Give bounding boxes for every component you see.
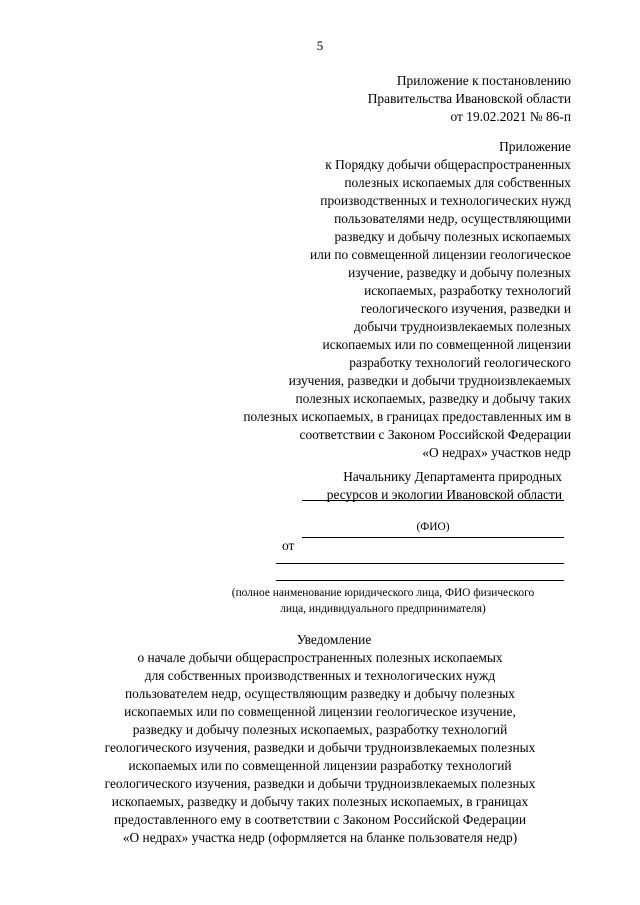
appendix-line: производственных и технологических нужд — [320, 193, 571, 208]
applicant-caption — [200, 585, 566, 617]
appendix-line: ископаемых или по совмещенной лицензии — [322, 337, 571, 352]
appendix-line: ископаемых, разработку технологий — [364, 283, 571, 298]
from-label: от — [282, 538, 295, 553]
notice-line: предоставленного ему в соответствии с Законом Российской Федерации — [114, 812, 526, 827]
notice-title: Уведомление — [296, 632, 372, 647]
applicant-fill-line — [276, 563, 564, 564]
approval-line: Приложение к постановлению — [396, 73, 571, 88]
appendix-line: разведку и добычу полезных ископаемых — [334, 229, 571, 244]
appendix-line: разработку технологий геологического — [349, 355, 571, 370]
fio-caption: (ФИО) — [416, 521, 450, 533]
notice-line: о начале добычи общераспространенных полезных ископаемых — [137, 650, 503, 665]
notice-line: ископаемых, разведку и добычу таких полезных ископаемых, в границах — [111, 794, 529, 809]
notice-line: геологического изучения, разведки и добычи трудноизвлекаемых полезных — [104, 740, 536, 755]
addressee-block — [327, 468, 562, 504]
applicant-caption-line: лица, индивидуального предпринимателя) — [280, 603, 486, 615]
fio-fill-line — [302, 500, 564, 501]
appendix-line: или по совмещенной лицензии геологическое — [309, 247, 571, 262]
applicant-caption-line: (полное наименование юридического лица, ФИО физического — [231, 587, 535, 599]
addressee-line: Начальнику Департамента природных — [343, 469, 562, 484]
appendix-line: пользователями недр, осуществляющими — [334, 211, 571, 226]
page-number: 5 — [316, 38, 324, 53]
appendix-line: добычи трудноизвлекаемых полезных — [353, 319, 571, 334]
notice-line: пользователем недр, осуществляющим разведку и добычу полезных — [124, 686, 515, 701]
notice-line: «О недрах» участка недр (оформляется на бланке пользователя недр) — [122, 830, 518, 845]
appendix-line: Приложение — [499, 139, 571, 154]
applicant-fill-line — [276, 580, 564, 581]
notice-line: ископаемых или по совмещенной лицензии геологическое изучение, — [124, 704, 516, 719]
from-fill-line — [302, 537, 564, 538]
approval-line: Правительства Ивановской области — [367, 91, 571, 106]
appendix-line: изучение, разведку и добычу полезных — [348, 265, 571, 280]
appendix-header — [243, 138, 571, 462]
notice-line: для собственных производственных и технологических нужд — [144, 668, 496, 683]
notice-line: разведку и добычу полезных ископаемых, разработку технологий — [132, 722, 508, 737]
appendix-line: геологического изучения, разведки и — [360, 301, 571, 316]
appendix-line: изучения, разведки и добычи трудноизвлекаемых — [288, 373, 571, 388]
notice-block — [0, 631, 640, 847]
appendix-line: соответствии с Законом Российской Федерации — [299, 427, 571, 442]
approval-stamp — [368, 72, 571, 126]
approval-line: от 19.02.2021 № 86-п — [450, 109, 571, 124]
notice-line: ископаемых или по совмещенной лицензии разработку технологий — [128, 758, 512, 773]
appendix-line: к Порядку добычи общераспространенных — [325, 157, 571, 172]
appendix-line: «О недрах» участков недр — [422, 445, 571, 460]
appendix-line: полезных ископаемых для собственных — [344, 175, 571, 190]
addressee-line: ресурсов и экологии Ивановской области — [326, 487, 562, 502]
notice-line: геологического изучения, разведки и добычи трудноизвлекаемых полезных — [104, 776, 536, 791]
appendix-line: полезных ископаемых, в границах предоставленных им в — [243, 409, 571, 424]
appendix-line: полезных ископаемых, разведку и добычу таких — [295, 391, 571, 406]
